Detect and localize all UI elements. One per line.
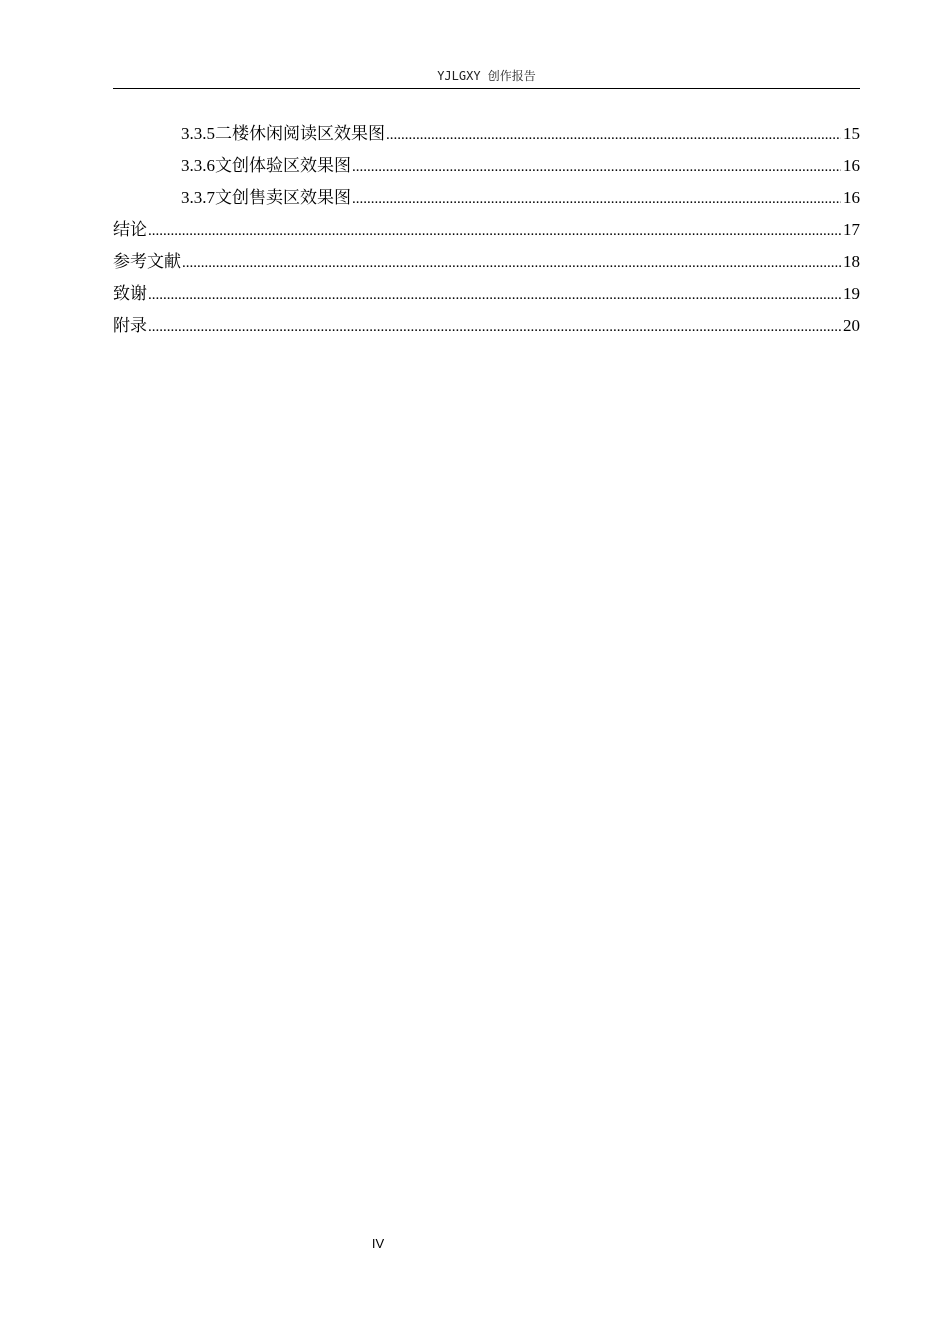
footer-page-number: IV [371, 1236, 385, 1251]
toc-entry-page: 20 [843, 316, 860, 335]
toc-entry-title: 结论 [113, 220, 147, 240]
toc-dot-leader [148, 215, 841, 247]
header-title: YJLGXY 创作报告 [437, 69, 536, 83]
toc-entry-title: 文创售卖区效果图 [215, 188, 351, 208]
toc-dot-leader [148, 279, 841, 311]
toc-entry-references[interactable] [113, 246, 860, 278]
toc-entry-title: 致谢 [113, 284, 147, 304]
toc-entry-number: 3.3.7 [181, 188, 215, 207]
toc-dot-leader [386, 119, 841, 151]
toc-entry-page: 17 [843, 220, 860, 239]
toc-entry-title: 文创体验区效果图 [215, 156, 351, 176]
toc-dot-leader [352, 151, 841, 183]
toc-entry-3-3-6[interactable] [113, 150, 860, 182]
toc-entry-3-3-7[interactable] [113, 182, 860, 214]
toc-dot-leader [352, 183, 841, 215]
toc-entry-page: 16 [843, 188, 860, 207]
toc-dot-leader [148, 311, 841, 343]
toc-entry-title: 参考文献 [113, 252, 181, 272]
toc-entry-acknowledgements[interactable] [113, 278, 860, 310]
toc-entry-number: 3.3.6 [181, 156, 215, 175]
toc-entry-page: 18 [843, 252, 860, 271]
toc-dot-leader [182, 247, 841, 279]
toc-entry-conclusion[interactable] [113, 214, 860, 246]
toc-entry-page: 16 [843, 156, 860, 175]
toc-entry-number: 3.3.5 [181, 124, 215, 143]
toc-entry-title: 附录 [113, 316, 147, 336]
table-of-contents [113, 118, 860, 342]
toc-entry-page: 15 [843, 124, 860, 143]
page-header [113, 66, 860, 89]
toc-entry-appendix[interactable] [113, 310, 860, 342]
toc-entry-page: 19 [843, 284, 860, 303]
toc-entry-title: 二楼休闲阅读区效果图 [215, 124, 385, 144]
toc-entry-3-3-5[interactable] [113, 118, 860, 150]
page-footer [360, 1236, 396, 1251]
